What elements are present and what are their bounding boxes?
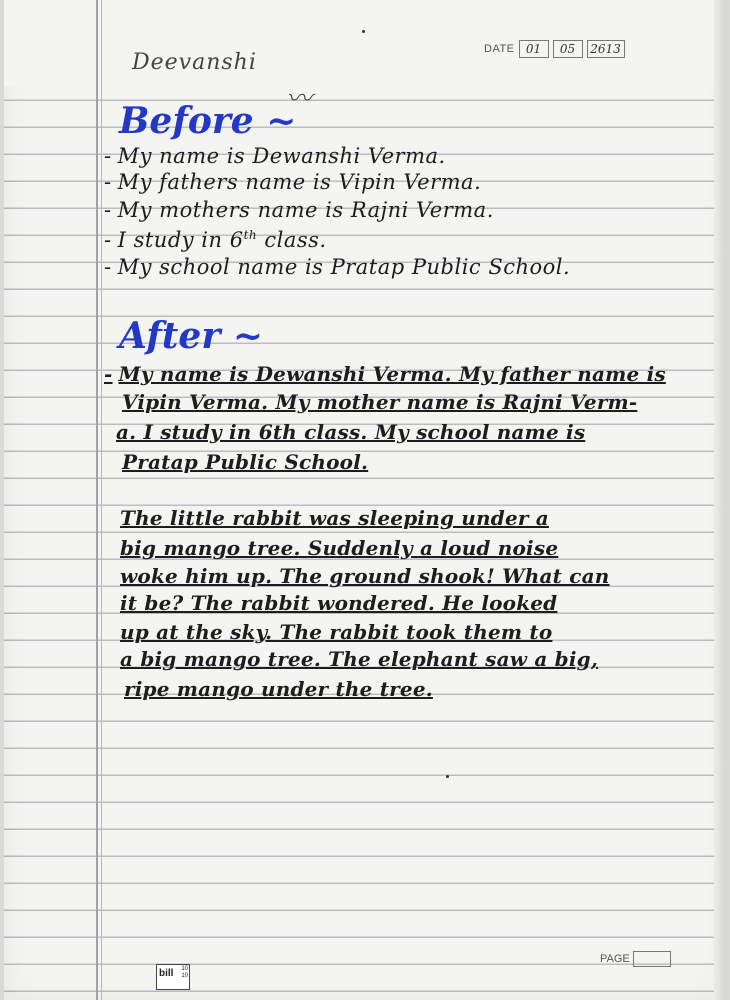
paper-speck [446, 775, 449, 778]
after-line-1: - My name is Dewanshi Verma. My father name is [104, 362, 666, 386]
student-name: Deevanshi [132, 50, 257, 75]
tilde-decoration: 〰 [286, 84, 313, 114]
date-year: 2613 [587, 40, 625, 58]
date-month: 05 [553, 40, 583, 58]
before-heading: Before ~ [119, 100, 297, 142]
paper-speck [362, 30, 365, 33]
story-line-3: woke him up. The ground shook! What can [120, 564, 610, 588]
notebook-page [4, 0, 726, 1000]
before-line-1: - My name is Dewanshi Verma. [104, 144, 446, 168]
page-number-field [600, 951, 671, 967]
margin-line-secondary [101, 0, 102, 1000]
ordinal-suffix: th [243, 228, 258, 242]
bullet-dash: - [104, 144, 112, 168]
after-heading: After ~ [119, 315, 263, 357]
bullet-dash: - [104, 170, 112, 194]
margin-line [96, 0, 98, 1000]
bullet-dash: - [104, 198, 112, 222]
story-line-4: it be? The rabbit wondered. He looked [120, 591, 558, 615]
bullet-dash: - [104, 255, 112, 279]
story-line-5: up at the sky. The rabbit took them to [120, 620, 553, 644]
story-line-6: a big mango tree. The elephant saw a big, [120, 647, 598, 671]
date-day: 01 [519, 40, 549, 58]
page-label: PAGE [600, 953, 630, 965]
before-line-3: - My mothers name is Rajni Verma. [104, 198, 494, 222]
after-line-3: a. I study in 6th class. My school name is [116, 420, 586, 444]
after-line-2: Vipin Verma. My mother name is Rajni Verm- [122, 390, 638, 414]
date-field [484, 40, 629, 58]
bullet-dash: - [104, 362, 113, 386]
page-edge [714, 0, 726, 1000]
story-line-2: big mango tree. Suddenly a loud noise [120, 536, 559, 560]
brand-logo: bill 10 10 [156, 964, 190, 990]
after-line-4: Pratap Public School. [122, 450, 369, 474]
before-line-4: - I study in 6th class. [104, 228, 327, 252]
date-label: DATE [484, 43, 515, 55]
story-line-1: The little rabbit was sleeping under a [120, 506, 549, 530]
bullet-dash: - [104, 228, 112, 252]
story-line-7: ripe mango under the tree. [124, 677, 433, 701]
before-line-5: - My school name is Pratap Public School. [104, 255, 571, 279]
before-line-2: - My fathers name is Vipin Verma. [104, 170, 482, 194]
page-number-box [633, 951, 671, 967]
